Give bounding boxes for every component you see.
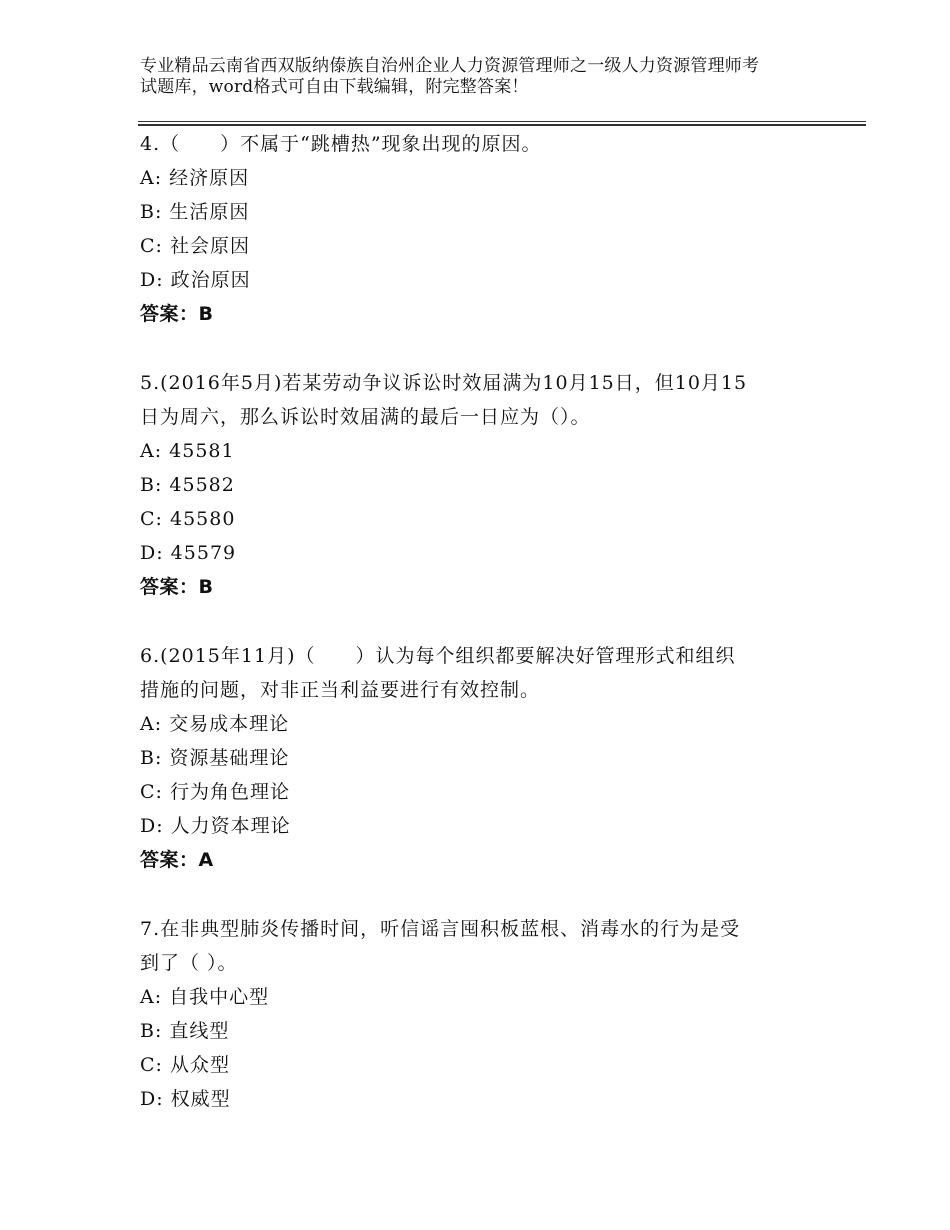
header-line-2: 试题库，word格式可自由下载编辑，附完整答案！ — [140, 77, 529, 97]
question-5-option-c: C: 45580 — [140, 508, 236, 530]
question-7-option-d: D: 权威型 — [140, 1088, 231, 1110]
header-divider — [138, 121, 866, 122]
question-4-answer: 答案：B — [140, 303, 214, 325]
question-5-answer: 答案：B — [140, 576, 214, 598]
question-7-option-b: B: 直线型 — [140, 1020, 230, 1042]
question-5-stem-line-1: 5.(2016年5月)若某劳动争议诉讼时效届满为10月15日，但10月15 — [140, 372, 748, 394]
header-divider-thick — [138, 124, 866, 126]
question-4-option-a: A: 经济原因 — [140, 167, 250, 189]
question-5-stem-line-2: 日为周六，那么诉讼时效届满的最后一日应为（）。 — [140, 406, 591, 428]
question-6-option-c: C: 行为角色理论 — [140, 781, 290, 803]
question-6-option-b: B: 资源基础理论 — [140, 747, 290, 769]
document-header — [140, 56, 830, 98]
question-7-option-c: C: 从众型 — [140, 1054, 230, 1076]
question-4-option-c: C: 社会原因 — [140, 235, 250, 257]
question-7-stem-line-2: 到了（ ）。 — [140, 952, 238, 974]
question-4-option-d: D: 政治原因 — [140, 269, 251, 291]
question-6-stem-line-2: 措施的问题，对非正当利益要进行有效控制。 — [140, 679, 541, 701]
question-5-option-d: D: 45579 — [140, 542, 237, 564]
question-6-option-a: A: 交易成本理论 — [140, 713, 290, 735]
question-7-option-a: A: 自我中心型 — [140, 986, 270, 1008]
question-6-stem-line-1: 6.(2015年11月)（ ）认为每个组织都要解决好管理形式和组织 — [140, 645, 736, 667]
header-line-1: 专业精品云南省西双版纳傣族自治州企业人力资源管理师之一级人力资源管理师考 — [140, 56, 760, 76]
question-6-answer: 答案：A — [140, 849, 214, 871]
question-4-stem-line-1: 4.（ ）不属于“跳槽热”现象出现的原因。 — [140, 133, 542, 155]
question-7-stem-line-1: 7.在非典型肺炎传播时间，听信谣言囤积板蓝根、消毒水的行为是受 — [140, 918, 741, 940]
question-6-option-d: D: 人力资本理论 — [140, 815, 291, 837]
question-4-option-b: B: 生活原因 — [140, 201, 250, 223]
question-5-option-b: B: 45582 — [140, 474, 235, 496]
question-5-option-a: A: 45581 — [140, 440, 235, 462]
